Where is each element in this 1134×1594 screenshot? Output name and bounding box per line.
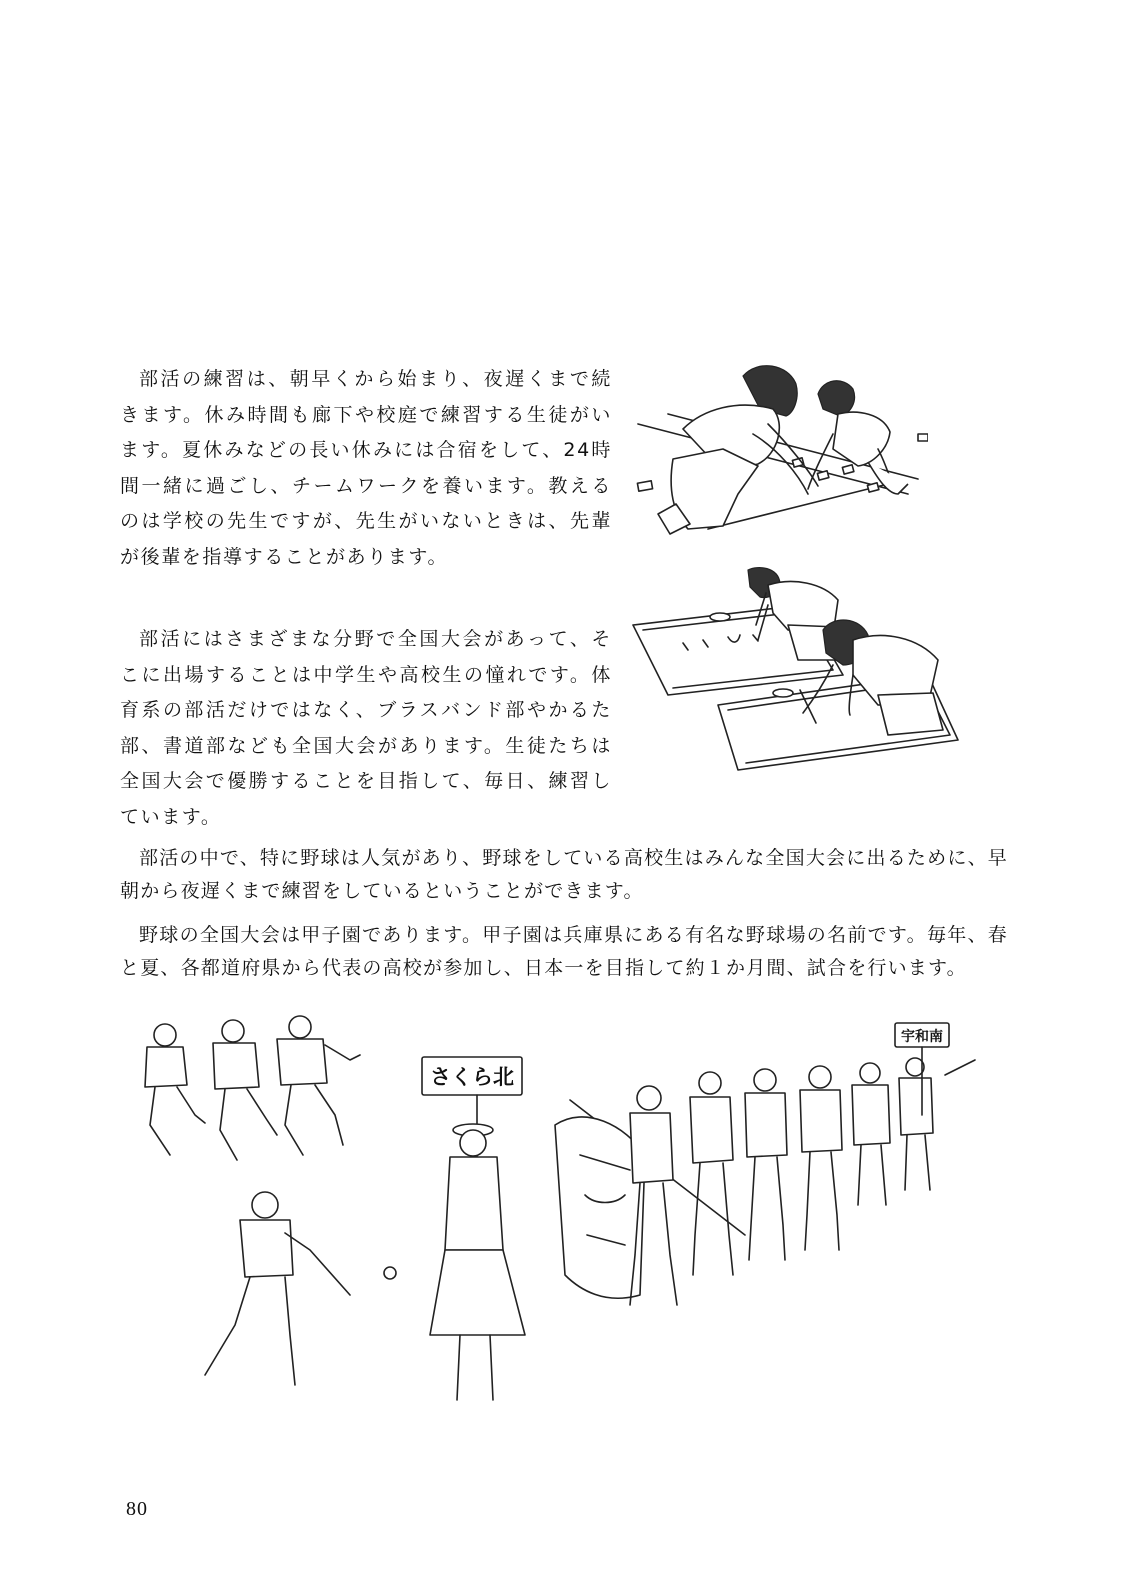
karuta-club-illustration <box>628 354 928 549</box>
page-number: 80 <box>126 1498 148 1520</box>
baseball-illustration <box>125 1005 1005 1405</box>
marching-team <box>555 1023 975 1305</box>
batter <box>205 1192 396 1385</box>
paragraph-club-practice: 部活の練習は、朝早くから始まり、夜遅くまで続きます。休み時間も廊下や校庭で練習する生徒がいます。夏休みなどの長い休みには合宿をして、24時間一緒に過ごし、チームワークを養います。教えるのは学校の先生ですが、先生がいないときは、先輩が後輩を指導することがあります。 <box>120 368 612 568</box>
paragraph-national-tournaments: 部活にはさまざまな分野で全国大会があって、そこに出場することは中学生や高校生の憧れです。体育系の部活だけではなく、ブラスバンド部やかるた部、書道部なども全国大会があります。生徒たちは全国大会で優勝することを目指して、毎日、練習しています。 <box>120 628 612 828</box>
sign-bearer <box>422 1057 525 1400</box>
paragraph-koshien: 野球の全国大会は甲子園であります。甲子園は兵庫県にある有名な野球場の名前です。毎年、春と夏、各都道府県から代表の高校が参加し、日本一を目指して約１か月間、試合を行います。 <box>120 924 1009 979</box>
baseball-ball-icon <box>384 1267 396 1279</box>
sign-sakura-kita: さくら北 <box>430 1065 514 1089</box>
paragraph-baseball-popularity: 部活の中で、特に野球は人気があり、野球をしている高校生はみんな全国大会に出るために、早朝から夜遅くまで練習をしているということができます。 <box>120 847 1008 902</box>
running-players <box>145 1016 360 1160</box>
sign-uwa-minami: 宇和南 <box>901 1029 943 1045</box>
calligraphy-club-illustration <box>628 565 968 775</box>
